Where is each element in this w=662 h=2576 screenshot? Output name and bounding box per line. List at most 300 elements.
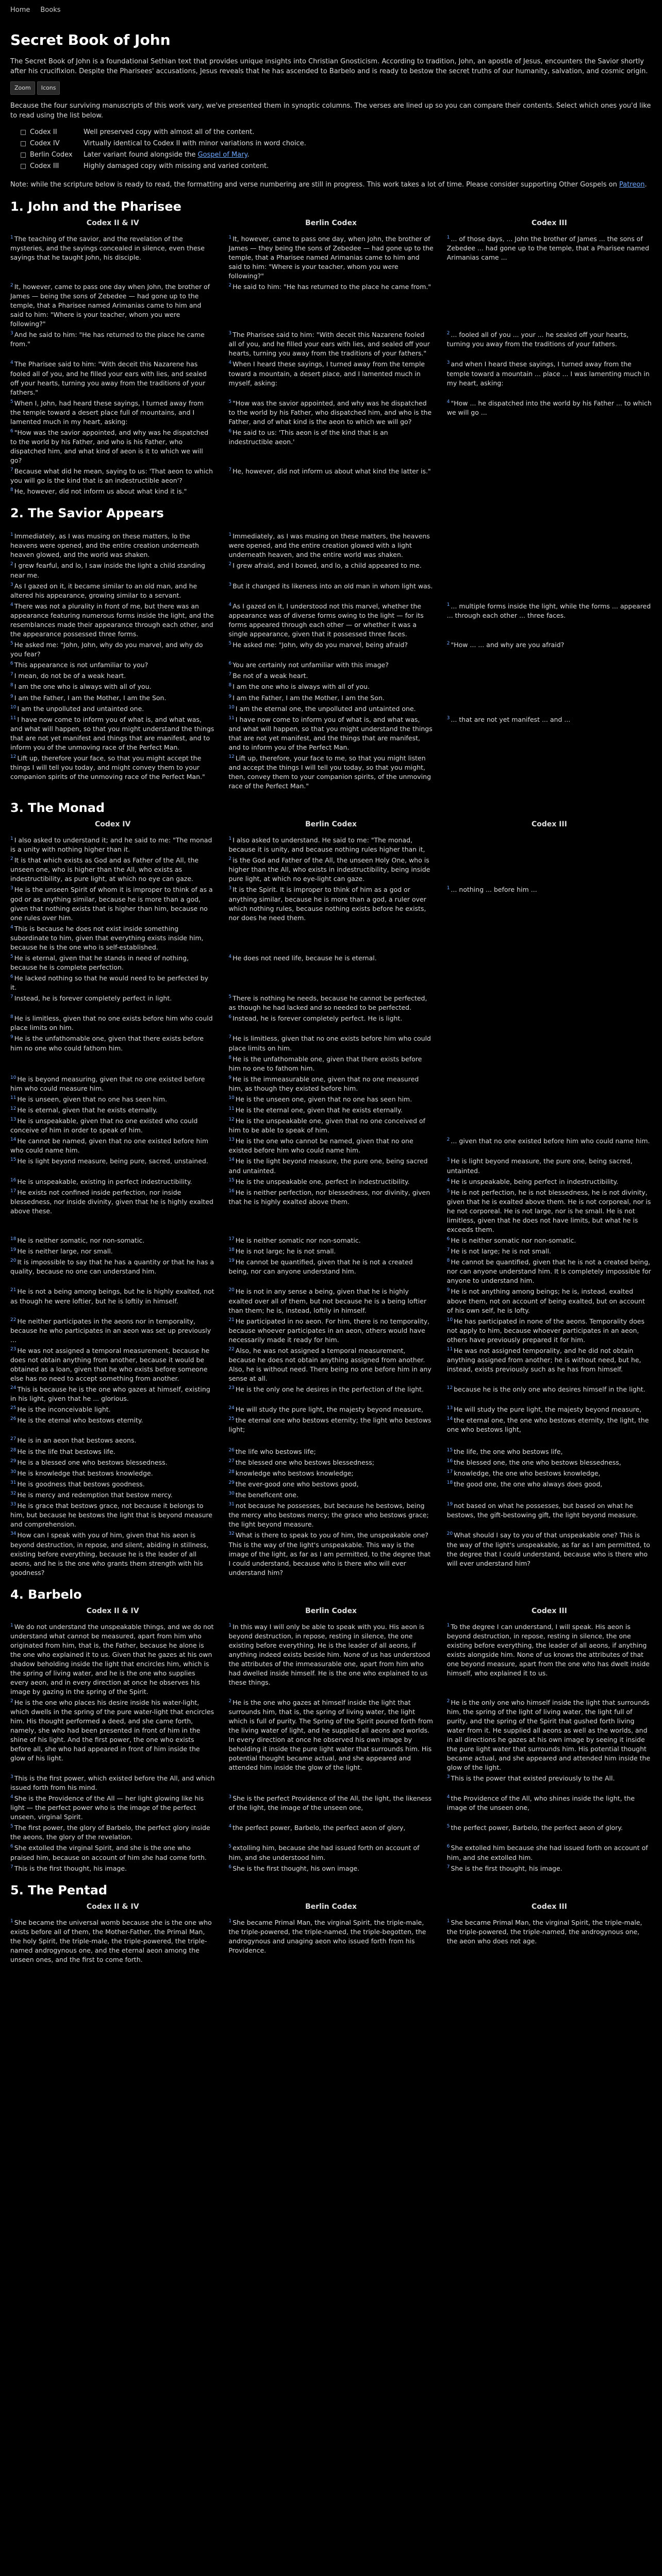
verse-text: He is unspeakable, given that no one existed who could conceive of him in order to speak of him. [10, 1117, 198, 1134]
zoom-button[interactable]: Zoom [10, 81, 35, 95]
verse-number: 20 [10, 1258, 16, 1264]
verse-text: the good one, the one who always does good, [454, 1480, 603, 1488]
verse-text: He is eternal, given that he exists eternally. [17, 1106, 158, 1114]
section-title: 1. John and the Pharisee [10, 199, 181, 214]
verse-cell [447, 1842, 652, 1862]
verse-text: He is neither somatic, nor non-somatic. [17, 1236, 145, 1245]
verse-number: 19 [228, 1258, 235, 1264]
scripture-sections [10, 199, 652, 1964]
icons-button[interactable]: Icons [37, 81, 60, 95]
verse-text: She became the universal womb because she is the one who exists before all of them, the Mother-Father, the Primal Man, the holy Spirit, the triple-male, the triple-powered, the triple-named androgynous one, and the eternal aeon among the unseen ones, and the first to come forth. [10, 1918, 212, 1963]
verse-cell [447, 1345, 652, 1383]
legend-description: Well preserved copy with almost all of the content. [84, 128, 255, 136]
verse-cell [228, 281, 433, 329]
verse-text: Immediately, as I was musing on these matters, lo the heavens were opened, and the entire creation underneath heaven glowed, and the world was shaken. [10, 532, 199, 559]
manuscript-legend [21, 127, 652, 172]
verse-number: 7 [446, 1247, 450, 1253]
column-header: Codex III [531, 1606, 567, 1615]
verse-cell [10, 639, 215, 659]
verse-cell [10, 752, 215, 791]
verse-number: 3 [446, 715, 450, 721]
verse-cell [10, 1467, 215, 1478]
verse-text: He is light beyond measure, the pure one, being sacred, untainted. [446, 1157, 633, 1175]
verse-number: 1 [446, 1918, 450, 1924]
verse-number: 5 [10, 954, 13, 959]
verse-number: 8 [10, 683, 13, 688]
verse-text: In this way I will only be able to speak with you. His aeon is beyond destruction, in repose, resting in silence, the one existing before everything. He is the leader of all aeons, if anything indeed exists beside him. None of us has understood the attributes of the immeasurable one, apart from him who had dwelled inside himself. He is the one who explained to us these things. [228, 1622, 431, 1686]
verse-cell [10, 1478, 215, 1489]
note-text: Note: while the scripture below is ready to read, the formatting and verse numbering are still in progress. This work takes a lot of time. Please consider supporting Other Gospels on [10, 181, 617, 189]
verse-text: He is grace that bestows grace, not because it belongs to him, but because he bestows the light that is beyond measure and comprehension. [10, 1502, 212, 1529]
verse-text: the ever-good one who bestows good, [235, 1480, 359, 1488]
verse-cell [228, 659, 433, 670]
verse-cell [228, 560, 433, 580]
verse-cell [10, 1489, 215, 1500]
verse-cell [447, 714, 652, 752]
legend-checkbox[interactable] [21, 152, 26, 158]
verse-number: 13 [446, 1405, 453, 1411]
verse-cell [447, 1456, 652, 1467]
verse-number: 14 [446, 1416, 453, 1422]
verse-cell [228, 1529, 433, 1577]
verse-cell [447, 972, 652, 992]
synoptic-columns [10, 1902, 652, 1964]
verse-cell [228, 233, 433, 281]
verse-cell [228, 1697, 433, 1772]
verse-text: He is unspeakable, being perfect in indestructibility. [451, 1177, 619, 1185]
verse-text: He is the unspeakable one, given that no one conceived of him to be able to speak of him. [228, 1117, 425, 1134]
verse-text: Lift up, therefore, your face to me, so that you might listen and accept the things I will tell you today, so that you might, then, convey them to your companion spirits, of the unmoving race of the Perfect Man." [228, 754, 431, 790]
verse-text: This is because he does not exist inside something subordinate to him, given that everything exists inside him, because he is the one who is self-established. [10, 924, 204, 951]
verse-number: 5 [228, 1844, 232, 1850]
verse-number: 12 [228, 1117, 235, 1123]
verse-cell [447, 884, 652, 922]
verse-text: He is knowledge that bestows knowledge. [17, 1469, 153, 1477]
legend-checkbox[interactable] [21, 130, 26, 135]
verse-number: 17 [228, 1236, 235, 1242]
verse-text: I am the one who is always with all of you. [14, 683, 152, 691]
nav-books-link[interactable]: Books [40, 6, 61, 14]
verse-text: knowledge who bestows knowledge; [235, 1469, 354, 1477]
verse-text: He is the eternal who bestows eternity. [17, 1416, 143, 1425]
verse-cell [10, 1792, 215, 1822]
verse-text: He is the unfathomable one, given that there exists before him no one to fathom him. [228, 1055, 422, 1072]
verse-text: He was not assigned temporality, and he did not obtain anything assigned from another; he is without need, but he, instead, exists previously such as he has from himself. [446, 1346, 641, 1373]
verse-text: He is goodness that bestows goodness. [17, 1480, 145, 1488]
verse-text: I am the Father, I am the Mother, I am the Son. [14, 693, 167, 702]
verse-text: I mean, do not be of a weak heart. [14, 672, 126, 680]
verse-number: 4 [228, 1824, 232, 1829]
verse-text: He is light beyond measure, being pure, sacred, unstained. [17, 1157, 208, 1165]
verse-text: He participated in no aeon. For him, there is no temporality, because whoever participates in an aeon, others would have necessarily made it ready for him. [228, 1317, 430, 1344]
verse-cell [228, 1842, 433, 1862]
column-header [228, 525, 433, 530]
verse-number: 21 [228, 1317, 235, 1323]
verse-cell [228, 485, 433, 496]
verse-text: "How was the savior appointed, and why was he dispatched to the world by his Father, and who is his Father, who dispatched him, and what kind of aeon is it to which we will go? [10, 428, 209, 464]
verse-number: 34 [10, 1531, 16, 1537]
verse-number: 18 [228, 1247, 235, 1253]
verse-cell [228, 1315, 433, 1345]
verse-number: 13 [228, 1137, 235, 1143]
verse-number: 6 [228, 661, 232, 667]
verse-cell [228, 1345, 433, 1383]
verse-number: 29 [10, 1458, 16, 1464]
verse-number: 31 [10, 1480, 16, 1485]
verse-text: because he is the only one who desires himself in the light. [454, 1385, 646, 1394]
verse-number: 14 [10, 1137, 16, 1143]
verse-cell [228, 703, 433, 714]
verse-text: ... fooled all of you ... your ... he sealed off your hearts, turning you away from the traditions of your fathers. [446, 331, 629, 348]
verse-cell [447, 923, 652, 952]
verse-text: She is the perfect Providence of the All, the light, the likeness of the light, the image of the unseen one, [228, 1794, 432, 1812]
verse-text: I am the Father, I am the Mother, I am the Son. [233, 693, 385, 702]
verse-cell [10, 659, 215, 670]
verse-text: What should I say to you of that unspeakable one? This is the way of the light's unspeakable, as far as I am permitted, to the degree that I could understand, because who is there who will ever understand him? [446, 1531, 650, 1567]
verse-number: 4 [446, 1794, 450, 1800]
verse-number: 19 [10, 1247, 16, 1253]
verse-cell [447, 1032, 652, 1053]
verse-cell [447, 1187, 652, 1234]
verse-number: 1 [228, 1918, 232, 1924]
verse-text: She became Primal Man, the virginal Spirit, the triple-male, the triple-powered, the triple-named, the androgynous one, the aeon who does not age. [446, 1918, 642, 1945]
verse-number: 13 [10, 1117, 16, 1123]
verse-number: 16 [446, 1458, 453, 1464]
verse-text: He is the inconceivable light. [17, 1405, 111, 1414]
verse-cell [10, 1456, 215, 1467]
verse-cell [447, 358, 652, 397]
verse-text: He is the only one who himself inside the light that surrounds him, the spring of the light of living water, the light full of purity, and the spring of the Spirit that gushed forth living water from it. He supplied all aeons as well as the worlds, and in all directions he gazes at his own image by seeing it inside the pure light water that surrounds him. His potential thought became actual, and she appeared and attended him inside the glow of the light. [446, 1698, 651, 1771]
verse-number: 2 [446, 1137, 450, 1143]
verse-cell [447, 1234, 652, 1245]
verse-cell [10, 1383, 215, 1403]
verse-text: He lacked nothing so that he would need to be perfected by it. [10, 974, 209, 992]
content [0, 31, 662, 1964]
verse-number: 11 [446, 1346, 453, 1352]
verse-number: 7 [228, 467, 232, 472]
verse-number: 4 [446, 399, 450, 404]
verse-cell [447, 1135, 652, 1155]
verse-number: 1 [446, 1622, 450, 1628]
verse-cell [447, 1697, 652, 1772]
verse-text: When I, John, had heard these sayings, I turned away from the temple toward a desert place full of mountains, and I lamented much in my heart, asking: [10, 399, 204, 426]
verse-text: But it changed its likeness into an old man in whom light was. [233, 582, 433, 590]
verse-cell [228, 714, 433, 752]
verse-cell [228, 681, 433, 691]
verse-number: 10 [228, 1095, 235, 1100]
verse-text: He is mercy and redemption that bestow mercy. [17, 1491, 173, 1499]
verse-text: I also asked to understand it; and he said to me: "The monad is a unity with nothing higher than it. [10, 836, 212, 854]
synoptic-columns [10, 525, 652, 791]
verse-number: 3 [10, 886, 13, 891]
verse-text: ... multiple forms inside the light, while the forms ... appeared ... through each other ... three faces. [446, 602, 651, 619]
verse-text: As I gazed on it, I understood not this marvel, whether the appearance was of diverse forms owing to the light — for its forms appeared through each other — or whether it was a single appearance, given that it possessed three faces. [228, 602, 424, 638]
verse-text: He exists not confined inside perfection, nor inside blessedness, nor inside divinity, given that he is highly exalted above these. [10, 1188, 213, 1215]
verse-text: He is the immeasurable one, given that no one measured him, as though they existed before him. [228, 1075, 419, 1092]
verse-number: 11 [10, 715, 16, 721]
verse-number: 32 [228, 1531, 235, 1537]
verse-text: "How ... ... and why are you afraid? [451, 641, 565, 649]
legend-row[interactable] [21, 149, 652, 161]
verse-number: 3 [228, 331, 232, 336]
verse-cell [10, 485, 215, 496]
verse-cell [447, 1792, 652, 1822]
verse-number: 7 [10, 1864, 13, 1870]
verse-number: 32 [10, 1491, 16, 1497]
verse-cell [228, 1917, 433, 1964]
verse-text: the life, the one who bestows life, [454, 1447, 563, 1455]
verse-cell [447, 1403, 652, 1414]
patreon-link[interactable]: Patreon [619, 181, 645, 189]
verse-number: 18 [446, 1480, 453, 1485]
legend-checkbox[interactable] [21, 164, 26, 169]
verse-cell [447, 1489, 652, 1500]
verse-number: 29 [228, 1480, 235, 1485]
verse-cell [10, 1621, 215, 1697]
verse-number: 25 [10, 1405, 16, 1411]
progress-note: Note: while the scripture below is ready to read, the formatting and verse numbering are still in progress. This work takes a lot of time. Please consider supporting Other Gospels on Patreon. [10, 181, 647, 189]
verse-cell [228, 992, 433, 1012]
verse-number: 5 [228, 640, 232, 646]
verse-cell [228, 884, 433, 922]
verse-number: 1 [10, 532, 13, 538]
verse-cell [228, 1073, 433, 1093]
verse-number: 3 [228, 1794, 232, 1800]
legend-row[interactable] [21, 127, 652, 138]
verse-number: 20 [228, 1287, 235, 1293]
verse-text: He is neither perfection, nor blessedness, nor divinity, given that he is highly exalted above them. [228, 1188, 431, 1206]
verse-cell [10, 1434, 215, 1445]
verse-text: He is the unfathomable one, given that there exists before him no one who could fathom him. [10, 1035, 204, 1052]
verse-text: I have now come to inform you of what is, and what was, and what will happen, so that you might understand the things that are not yet manifest, and the things that are manifest, and to inform you of the Perfect Man. [228, 715, 433, 751]
page-title: Secret Book of John [10, 31, 171, 48]
verse-text: He is the only one he desires in the perfection of the light. [235, 1385, 424, 1394]
verse-cell [228, 1489, 433, 1500]
column-header: Berlin Codex [305, 1902, 357, 1911]
verse-text: I am the one who is always with all of you. [233, 683, 370, 691]
verse-cell [228, 600, 433, 639]
verse-cell [447, 1529, 652, 1577]
verse-cell [447, 281, 652, 329]
verse-text: She extolled the virginal Spirit, and she is the one who praised him, because on account of him she had come forth. [10, 1844, 207, 1861]
verse-text: He is limitless, given that no one exists before him who could place limits on him. [10, 1014, 213, 1032]
verse-cell [228, 972, 433, 992]
verse-text: He will study the pure light, the majesty beyond measure, [454, 1405, 642, 1414]
verse-number: 8 [446, 1258, 450, 1264]
verse-cell [228, 1772, 433, 1792]
verse-cell [447, 397, 652, 427]
verse-text: He is the unseen Spirit of whom it is improper to think of as a god or as anything similar, because he is more than a god, given that nothing exists that is higher than him, because no one rules over him. [10, 886, 213, 922]
verse-cell [10, 1772, 215, 1792]
verse-number: 2 [228, 562, 232, 567]
verse-cell [447, 1414, 652, 1434]
verse-number: 11 [228, 715, 235, 721]
legend-checkbox[interactable] [21, 141, 26, 146]
verse-number: 4 [10, 602, 13, 607]
verse-text: He is the one who cannot be named, given that no one existed before him who could name him. [228, 1137, 413, 1155]
verse-number: 5 [10, 1824, 13, 1829]
verse-cell [228, 1822, 433, 1842]
verse-cell [228, 1383, 433, 1403]
verse-number: 9 [10, 693, 13, 699]
verse-cell [447, 1621, 652, 1697]
verse-text: He, however, did not inform us about what kind it is." [14, 487, 187, 496]
verse-text: Instead, he is forever completely perfect in light. [14, 994, 172, 1003]
verse-cell [228, 1176, 433, 1187]
verse-number: 17 [10, 1188, 16, 1194]
verse-cell [228, 397, 433, 427]
verse-cell [228, 670, 433, 681]
verse-text: ... that are not yet manifest ... and ... [451, 715, 571, 723]
verse-text: I also asked to understand. He said to me: "The monad, because it is unity, and because nothing rules higher than it, [228, 836, 425, 854]
verse-text: He is neither large, nor small. [17, 1247, 113, 1256]
verse-text: He cannot be quantified, given that he is not a created being, nor can anyone understand him. It is completely impossible for anyone to understand him. [446, 1258, 651, 1285]
verse-cell [447, 1012, 652, 1032]
column-header: Berlin Codex [305, 820, 357, 829]
verse-cell [447, 233, 652, 281]
verse-cell [447, 1073, 652, 1093]
verse-cell [228, 752, 433, 791]
verse-text: She is the first thought, his image. [451, 1864, 562, 1872]
verse-number: 15 [228, 1177, 235, 1183]
verse-text: We do not understand the unspeakable things, and we do not understand what cannot be measured, apart from him who originated from him, that is, the Father, because he alone is the one who explained it to us. Given that he gazes at his own shadow beholding inside the light that encircles him, which is the spring of living water, and he is the one who supplies every aeon, and in every direction at once he observes his image by gazing in the spring of the Spirit. [10, 1622, 214, 1696]
column-header: Berlin Codex [305, 219, 357, 227]
verse-text: He is in an aeon that bestows aeons. [17, 1436, 137, 1445]
legend-row[interactable] [21, 138, 652, 149]
verse-cell [447, 1500, 652, 1529]
verse-text: He is not anything among beings; he is, instead, exalted above them, not on account of being exalted, but on account of his own self, he is lofty. [446, 1287, 645, 1314]
verse-text: This appearance is not unfamiliar to you? [14, 661, 148, 669]
verse-number: 10 [228, 704, 235, 710]
verse-cell [447, 485, 652, 496]
verse-number: 1 [228, 836, 232, 842]
verse-number: 1 [446, 886, 450, 891]
verse-number: 1 [10, 836, 13, 842]
verse-cell [10, 530, 215, 560]
verse-number: 3 [228, 582, 232, 587]
verse-cell [10, 1234, 215, 1245]
verse-cell [10, 1256, 215, 1285]
section-title: 3. The Monad [10, 801, 105, 816]
verse-cell [447, 1245, 652, 1256]
verse-number: 5 [10, 640, 13, 646]
verse-text: I grew afraid, and I bowed, and lo, a child appeared to me. [233, 562, 422, 570]
verse-number: 5 [446, 1824, 450, 1829]
verse-cell [447, 639, 652, 659]
column-header [10, 525, 215, 530]
verse-text: He asked me: "John, John, why do you marvel, and why do you fear? [10, 641, 203, 658]
verse-number: 24 [228, 1405, 235, 1411]
verse-cell [447, 1256, 652, 1285]
verse-cell [10, 1285, 215, 1315]
verse-text: and when I heard these sayings, I turned away from the temple toward a mountain ... place ... I was lamenting much in my heart, asking: [446, 360, 650, 387]
verse-cell [10, 560, 215, 580]
verse-number: 12 [10, 1106, 16, 1111]
verse-number: 4 [10, 924, 13, 930]
verse-cell [10, 1187, 215, 1234]
verse-cell [10, 1032, 215, 1053]
verse-cell [228, 639, 433, 659]
verse-cell [10, 1697, 215, 1772]
verse-text: Lift up, therefore your face, so that you might accept the things I will tell you today, and might convey them to your companion spirits of the unmoving race of the Perfect Man." [10, 754, 205, 781]
verse-number: 4 [228, 360, 232, 366]
verse-number: 3 [228, 886, 232, 891]
verse-text: He is the one who gazes at himself inside the light that surrounds him, that is, the spring of living water, the light which is full of purity. The Spring of the Spirit poured forth from the living water of light, and he supplied all aeons and worlds. In every direction at once he observed his own image by beholding it inside the pure light water that surrounds him. His potential thought became actual, and she appeared and attended him inside the glow of the light. [228, 1698, 433, 1771]
verse-number: 26 [10, 1416, 16, 1422]
verse-number: 30 [228, 1491, 235, 1497]
nav-home-link[interactable]: Home [10, 6, 30, 14]
verse-cell [10, 1862, 215, 1873]
verse-text: not because he possesses, but because he bestows, being the mercy who bestows mercy; the grace who bestows grace; the light beyond measure. [228, 1502, 429, 1529]
verse-cell [10, 465, 215, 485]
column-header [447, 525, 652, 530]
verse-text: the beneficent one. [235, 1491, 299, 1499]
legend-name: Codex II [30, 128, 57, 136]
verse-text: He is not in any sense a being, given that he is highly exalted over all of them, but not because he is a being loftier than them; he is, instead, loftily in himself. [228, 1287, 426, 1314]
verse-number: 6 [228, 1864, 232, 1870]
verse-text: ... given that no one existed before him who could name him. [451, 1137, 650, 1145]
verse-text: When I heard these sayings, I turned away from the temple toward a mountain, a desert place, and I lamented much in myself, asking: [228, 360, 425, 387]
verse-cell [10, 1135, 215, 1155]
verse-cell [447, 560, 652, 580]
verse-number: 22 [10, 1317, 16, 1323]
verse-text: ... nothing ... before him ... [451, 886, 537, 894]
verse-number: 6 [228, 1014, 232, 1020]
verse-cell [447, 1467, 652, 1478]
verse-text: She extolled him because she had issued forth on account of him, and she extolled him. [446, 1844, 648, 1861]
verse-cell [447, 670, 652, 681]
verse-text: He was not assigned a temporal measurement, because he does not obtain anything from another, because it would be obtained as a loan, given that he who exists before someone else has no need to accept something from another. [10, 1346, 210, 1382]
view-toggle [10, 81, 652, 95]
verse-text: What is there to speak to you of him, the unspeakable one? This is the way of the light's unspeakable. This way is the image of the light, as far as I am permitted, to the degree that I could understand, because who is there who will ever understand him? [228, 1531, 431, 1577]
verse-cell [447, 703, 652, 714]
verse-cell [228, 1135, 433, 1155]
verse-cell [10, 1529, 215, 1577]
verse-cell [228, 1446, 433, 1456]
verse-text: He is neither somatic nor non-somatic. [451, 1236, 576, 1245]
verse-text: Immediately, as I was musing on these matters, the heavens were opened, and the entire creation glowed with a light underneath heaven, and the entire world was shaken. [228, 532, 430, 559]
verse-text: the eternal one, the one who bestows eternity, the light, the one who bestows light, [446, 1416, 649, 1434]
verse-number: 31 [228, 1502, 235, 1507]
verse-cell [447, 1383, 652, 1403]
verse-number: 12 [446, 1385, 453, 1391]
verse-cell [228, 427, 433, 465]
verse-number: 2 [446, 1698, 450, 1704]
verse-cell [228, 1500, 433, 1529]
verse-text: As I gazed on it, it became similar to an old man, and he altered his appearance, growing similar to a servant. [10, 582, 197, 599]
verse-text: It is impossible to say that he has a quantity or that he has a quality, because no one can understand him. [10, 1258, 214, 1276]
verse-number: 27 [228, 1458, 235, 1464]
verse-number: 7 [10, 467, 13, 472]
verse-cell [228, 1862, 433, 1873]
verse-cell [228, 854, 433, 884]
verse-number: 2 [10, 856, 13, 862]
verse-number: 1 [10, 1918, 13, 1924]
gospel-of-mary-link[interactable]: Gospel of Mary [197, 151, 247, 159]
column-header: Codex II & IV [86, 219, 139, 227]
verse-cell [10, 600, 215, 639]
verse-number: 7 [228, 672, 232, 677]
legend-row[interactable] [21, 161, 652, 172]
verse-text: He is neither somatic nor non-somatic. [235, 1236, 361, 1245]
verse-number: 11 [10, 1095, 16, 1100]
verse-cell [10, 1345, 215, 1383]
verse-text: He neither participates in the aeons nor in temporality, because he who participates in an aeon was set up previously ... [10, 1317, 211, 1344]
verse-number: 9 [228, 1075, 232, 1080]
verse-cell [10, 1115, 215, 1135]
verse-number: 2 [228, 283, 232, 289]
verse-text: ... of those days, ... John the brother of James ... the sons of Zebedee ... had gone up to the temple, that a Pharisee named Arimanias came ... [446, 235, 650, 262]
